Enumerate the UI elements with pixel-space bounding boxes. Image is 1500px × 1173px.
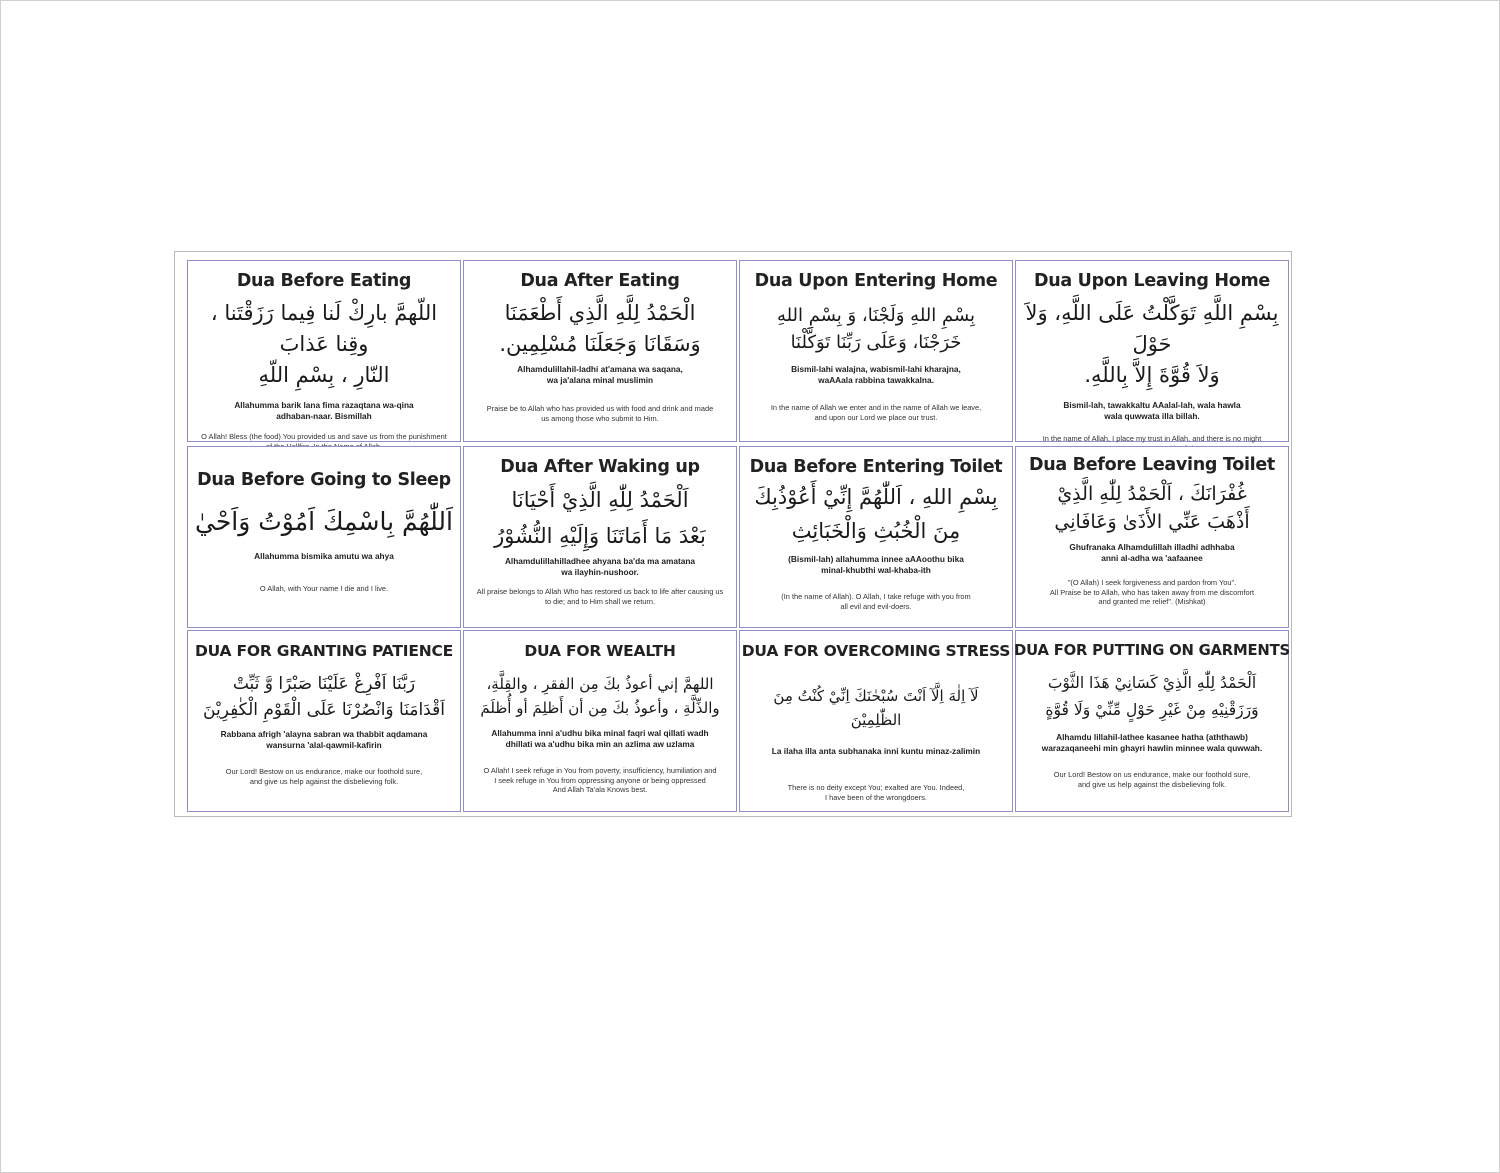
card-title: Dua Upon Entering Home: [754, 271, 998, 291]
translation: In the name of Allah we enter and in the name of Allah we leave, and upon our Lord we place our trust.: [770, 403, 982, 422]
arabic-text: بِسْمِ اللهِ ، اَللّٰهُمَّ إِنِّيْ أَعُوْذُبِكَ مِنَ الْخُبُثِ وَالْخَبَائِثِ: [754, 485, 998, 543]
dua-sheet: [174, 251, 1292, 817]
arabic-text: اللّهمَّ بارِكْ لَنا فِيما رَزَقْتَنا ، وقِنا عَذابَ النّارِ ، بِسْمِ اللّهِ: [210, 301, 438, 387]
transliteration: Ghufranaka Alhamdulillah illadhi adhhaba anni al-adha wa 'aafaanee: [1069, 542, 1235, 563]
translation: "(O Allah) I seek forgiveness and pardon from You". All Praise be to Allah, who has taken away from me discomfort and granted me relief". (Mishkat): [1049, 578, 1255, 606]
transliteration: Alhamdu lillahil-lathee kasanee hatha (aththawb) warazaqaneehi min ghayri hawlin minnee wala quwwah.: [1041, 732, 1263, 753]
transliteration: Rabbana afrigh 'alayna sabran wa thabbit aqdamana wansurna 'alal-qawmil-kafirin: [220, 729, 428, 750]
card-title: Dua Upon Leaving Home: [1034, 271, 1270, 291]
card-dua-granting-patience: [187, 630, 461, 812]
translation: Our Lord! Bestow on us endurance, make our foothold sure, and give us help against the disbelieving folk.: [225, 767, 423, 786]
translation: O Allah! Bless (the food) You provided us and save us from the punishment: [201, 432, 447, 441]
transliteration: Allahumma barik lana fima razaqtana wa-qina adhaban-naar. Bismillah: [234, 400, 414, 421]
card-title: Dua After Eating: [520, 271, 680, 291]
arabic-text: غُفْرَانَكَ ، اَلْحَمْدُ لِلّٰهِ الَّذِيْ أَذْهَبَ عَنِّي الأَذَىٰ وَعَافَانِي: [1054, 483, 1250, 533]
translation: O Allah, with Your name I die and I live.: [259, 584, 389, 593]
card-title: Dua After Waking up: [500, 457, 700, 477]
arabic-text: لَآ اِلٰهَ اِلَّآ اَنْتَ سُبْحٰنَكَ اِنِّيْ كُنْتُ مِنَ الظّٰلِمِيْنَ: [773, 687, 979, 729]
card-dua-leaving-home: [1015, 260, 1289, 442]
translation: (In the name of Allah). O Allah, I take refuge with you from all evil and evil-doers.: [781, 592, 971, 611]
card-title: DUA FOR OVERCOMING STRESS: [741, 642, 1011, 660]
arabic-text: اَللّٰهُمَّ بِاسْمِكَ اَمُوْتُ وَاَحْيٰ: [195, 507, 453, 536]
card-title: DUA FOR PUTTING ON GARMENTS: [1014, 642, 1290, 659]
card-title: Dua Before Entering Toilet: [749, 457, 1003, 477]
card-dua-before-sleep: [187, 446, 461, 628]
transliteration: Alhamdulillahil-ladhi at'amana wa saqana, wa ja'alana minal muslimin: [517, 364, 683, 385]
card-dua-before-eating: [187, 260, 461, 442]
translation: O Allah! I seek refuge in You from poverty, insufficiency, humiliation and I seek refuge in You from oppressing anyone or being oppressed And Allah Ta'ala Knows best.: [483, 766, 717, 794]
card-title: DUA FOR WEALTH: [524, 642, 676, 660]
transliteration: (Bismil-lah) allahumma innee aAAoothu bika minal-khubthi wal-khaba-ith: [788, 554, 964, 575]
card-title: Dua Before Eating: [236, 271, 412, 291]
translation: Our Lord! Bestow on us endurance, make our foothold sure, and give us help against the disbelieving folk.: [1053, 770, 1251, 789]
arabic-text: بِسْمِ اللَّهِ تَوَكَّلْتُ عَلَى اللَّهِ، وَلاَ حَوْلَ وَلاَ قُوَّةَ إِلاَّ بِاللَّهِ.: [1025, 301, 1279, 387]
card-dua-after-waking: [463, 446, 737, 628]
transliteration: Allahumma inni a'udhu bika minal faqri wal qillati wadh dhillati wa a'udhu bika min an azlima aw uzlama: [491, 728, 709, 749]
arabic-text: اَلْحَمْدُ لِلّٰهِ الَّذِيْ كَسَانِيْ هَذَا الثَّوْبَ وَرَزَقْنِيْهِ مِنْ غَيْرِ حَوْلٍ مِّنِّيْ وَلَا قُوَّةٍ: [1045, 674, 1259, 719]
card-dua-after-eating: [463, 260, 737, 442]
arabic-text: اللهمَّ إني أعوذُ بكَ مِن الفقرِ ، والقِلَّةِ، والذِّلَّةِ ، وأعوذُ بكَ مِن أن أَظلِمَ أو أُظلَمَ: [480, 675, 720, 717]
card-dua-leaving-toilet: [1015, 446, 1289, 628]
card-dua-wealth: [463, 630, 737, 812]
transliteration: Allahumma bismika amutu wa ahya: [254, 551, 394, 561]
arabic-text: رَبَّنَا اَفْرِغْ عَلَيْنَا صَبْرًا وَّ ثَبِّتْ اَقْدَامَنَا وَانْصُرْنَا عَلَى الْقَوْمِ الْكٰفِرِيْنَ: [203, 674, 445, 720]
arabic-text: الْحَمْدُ لِلَّهِ الَّذِي أَطْعَمَنَا وَسَقَانَا وَجَعَلَنَا مُسْلِمِين.: [499, 301, 701, 356]
transliteration: La ilaha illa anta subhanaka inni kuntu minaz-zalimin: [771, 746, 981, 756]
transliteration: Bismil-lahi walajna, wabismil-lahi kharajna, waAAala rabbina tawakkalna.: [791, 364, 961, 385]
card-dua-entering-home: [739, 260, 1013, 442]
translation: There is no deity except You; exalted are You. Indeed, I have been of the wrongdoers.: [787, 783, 965, 802]
card-title: DUA FOR GRANTING PATIENCE: [194, 642, 454, 660]
transliteration: Bismil-lah, tawakkaltu AAalal-lah, wala hawla wala quwwata illa billah.: [1063, 400, 1241, 421]
transliteration: Alhamdulillahilladhee ahyana ba'da ma amatana wa ilayhin-nushoor.: [504, 556, 696, 577]
card-dua-putting-on-garments: [1015, 630, 1289, 812]
translation: Praise be to Allah who has provided us with food and drink and made us among those who submit to Him.: [486, 404, 714, 423]
translation: All praise belongs to Allah Who has restored us back to life after causing us to die; and to Him shall we return.: [476, 587, 724, 606]
arabic-text: بِسْمِ اللهِ وَلَجْنَا، وَ بِسْمِ اللهِ خَرَجْنَا، وَعَلَى رَبِّنَا تَوَكَّلْنَا: [776, 305, 976, 353]
card-dua-overcoming-stress: [739, 630, 1013, 812]
arabic-text: اَلْحَمْدُ لِلّٰهِ الَّذِيْ أَحْيَانَا بَعْدَ مَا أَمَاتَنَا وَإِلَيْهِ النُّشُوْرُ: [494, 488, 706, 548]
card-title: Dua Before Going to Sleep: [197, 470, 451, 490]
card-title: Dua Before Leaving Toilet: [1028, 455, 1275, 475]
card-dua-entering-toilet: [739, 446, 1013, 628]
translation: In the name of Allah, I place my trust in Allah, and there is no might: [1042, 434, 1262, 443]
